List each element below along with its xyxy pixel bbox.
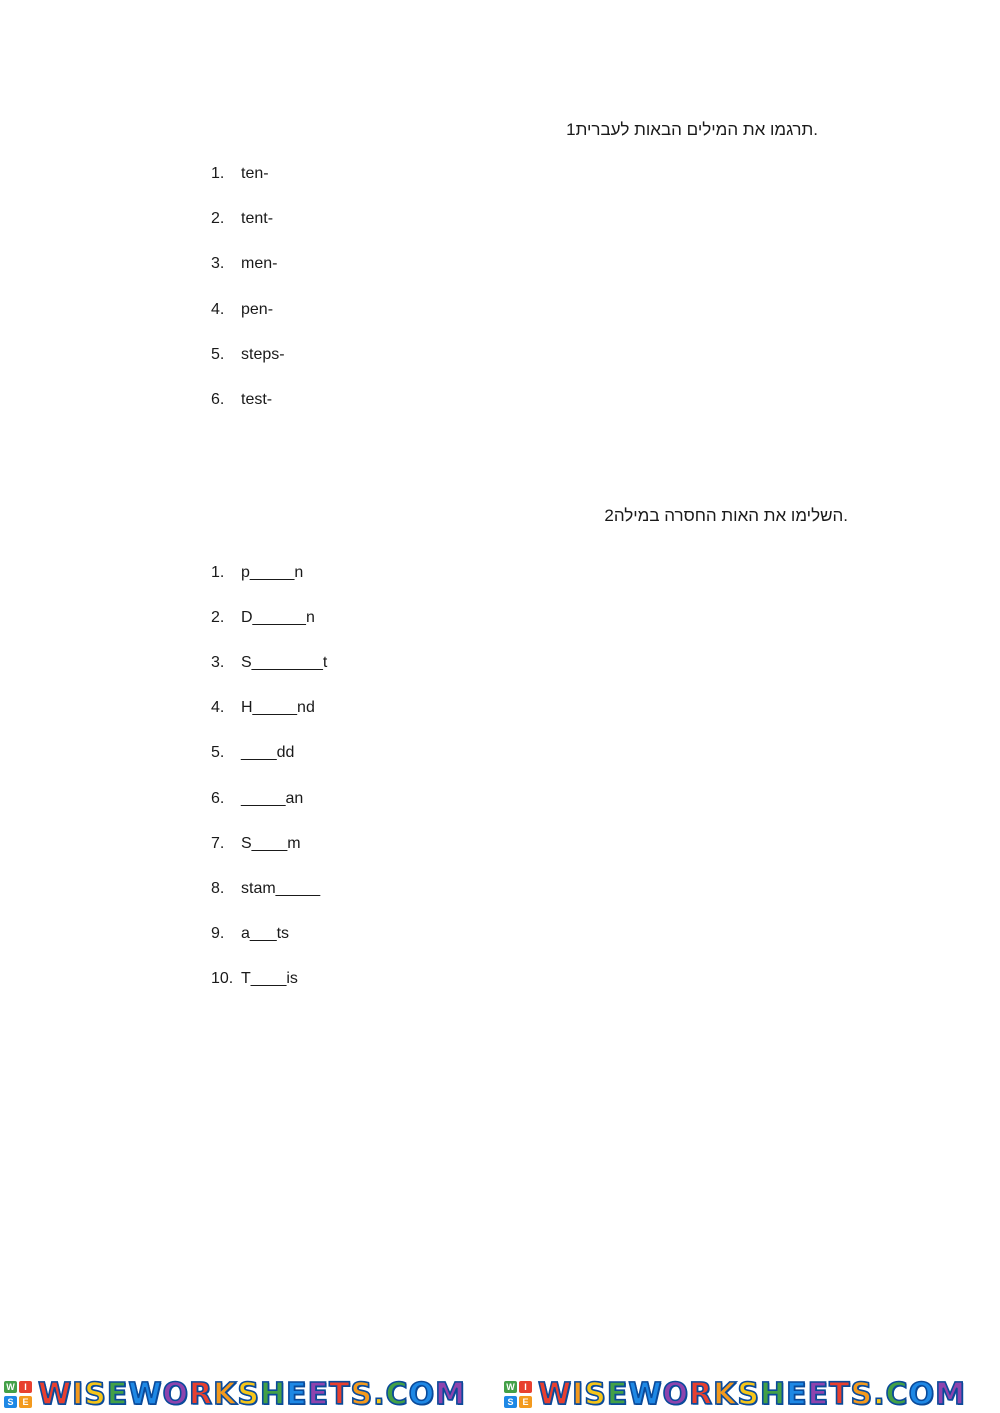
wiseworksheets-logo-icon [504,1381,534,1409]
wordmark-letter: W [538,1377,573,1412]
list-item-text: T____is [241,969,298,987]
list-item [211,208,273,230]
wordmark-letter: I [572,1377,585,1412]
list-item-number: 4. [211,300,225,318]
list-item-text: ten- [241,165,269,182]
list-item-text: S____m [241,834,301,852]
list-item [211,968,298,990]
list-item-text: a___ts [241,924,290,942]
list-item-text: pen- [241,300,274,318]
footer-watermark [0,1374,1000,1413]
wordmark-letter: O [408,1377,436,1412]
list-item-number: 7. [211,834,225,852]
list-item-number: 6. [211,789,225,807]
wordmark-letter: R [688,1377,714,1412]
wordmark-letter: C [885,1377,909,1412]
list-item [211,562,303,584]
list-item-number: 4. [211,699,225,717]
wordmark-letter: I [72,1377,85,1412]
list-item-text: S________t [241,654,328,672]
list-item-text: H_____nd [241,699,315,717]
wordmark-letter: K [713,1377,738,1412]
logo-letter: W [4,1381,17,1393]
list-item [211,652,327,674]
list-item [211,344,285,366]
list-item [211,923,289,945]
list-item-text: p_____n [241,564,304,581]
section1-number: 1. [566,120,818,139]
brand-watermark [4,1378,496,1412]
brand-wordmark [38,1378,466,1412]
wordmark-letter: R [188,1377,214,1412]
wordmark-letter: S [237,1377,260,1412]
section2-instruction: השלימו את האות החסרה במילה [613,506,844,525]
list-item-number: 3. [211,654,225,672]
logo-letter: W [504,1381,517,1393]
wordmark-letter: M [935,1377,966,1412]
list-item-number: 1. [211,564,225,581]
brand-wordmark [538,1378,966,1412]
wordmark-letter: O [908,1377,936,1412]
list-item-text: test- [241,391,273,408]
section1-instruction: תרגמו את המילים הבאות לעברית [575,120,814,139]
wordmark-letter: T [829,1377,851,1412]
list-item-text: men- [241,255,278,273]
list-item [211,389,272,411]
list-item-text: tent- [241,210,274,228]
list-item [211,833,301,855]
list-item [211,607,315,629]
list-item-text: ____dd [241,744,295,762]
list-item-number: 3. [211,255,225,273]
wordmark-letter: E [606,1377,629,1412]
list-item-number: 5. [211,345,225,363]
list-item-number: 1. [211,165,225,182]
logo-letter: I [19,1381,32,1393]
list-item-number: 2. [211,210,225,228]
list-item-text: steps- [241,345,285,363]
logo-letter: E [19,1396,32,1408]
wordmark-letter: W [128,1377,163,1412]
wordmark-letter: S [850,1377,874,1412]
wordmark-letter: E [807,1377,830,1412]
wordmark-letter: E [286,1377,308,1412]
list-item [211,163,269,185]
wordmark-letter: O [662,1377,689,1412]
logo-letter: E [519,1396,532,1408]
wordmark-letter: K [213,1377,238,1412]
section2-number: 2. [604,506,848,525]
wordmark-letter: . [373,1377,386,1412]
wordmark-letter: O [162,1377,189,1412]
wiseworksheets-logo-icon [4,1381,34,1409]
brand-watermark [504,1378,1000,1412]
wordmark-letter: . [873,1377,886,1412]
wordmark-letter: E [307,1377,330,1412]
wordmark-letter: E [106,1377,129,1412]
section1-heading [552,120,818,140]
wordmark-letter: M [435,1377,466,1412]
list-item [211,299,273,321]
list-item-text: D______n [241,609,315,627]
wordmark-letter: H [259,1377,287,1412]
wordmark-letter: T [329,1377,351,1412]
wordmark-letter: H [759,1377,787,1412]
wordmark-letter: S [350,1377,374,1412]
logo-letter: S [504,1396,517,1408]
list-item-number: 5. [211,744,225,762]
wordmark-letter: E [786,1377,808,1412]
list-item [211,788,303,810]
wordmark-letter: S [737,1377,760,1412]
list-item-number: 8. [211,879,225,897]
wordmark-letter: S [84,1377,107,1412]
list-item-number: 6. [211,391,225,408]
list-item [211,742,294,764]
wordmark-letter: W [38,1377,73,1412]
logo-letter: S [4,1396,17,1408]
list-item-number: 9. [211,924,225,942]
list-item [211,878,320,900]
list-item-text: _____an [241,789,304,807]
wordmark-letter: W [628,1377,663,1412]
list-item [211,697,315,719]
list-item [211,253,277,275]
list-item-text: stam_____ [241,879,321,897]
list-item-number: 2. [211,609,225,627]
logo-letter: I [519,1381,532,1393]
list-item-number: 10. [211,969,234,987]
section2-heading [604,506,848,526]
wordmark-letter: C [385,1377,409,1412]
wordmark-letter: S [584,1377,607,1412]
